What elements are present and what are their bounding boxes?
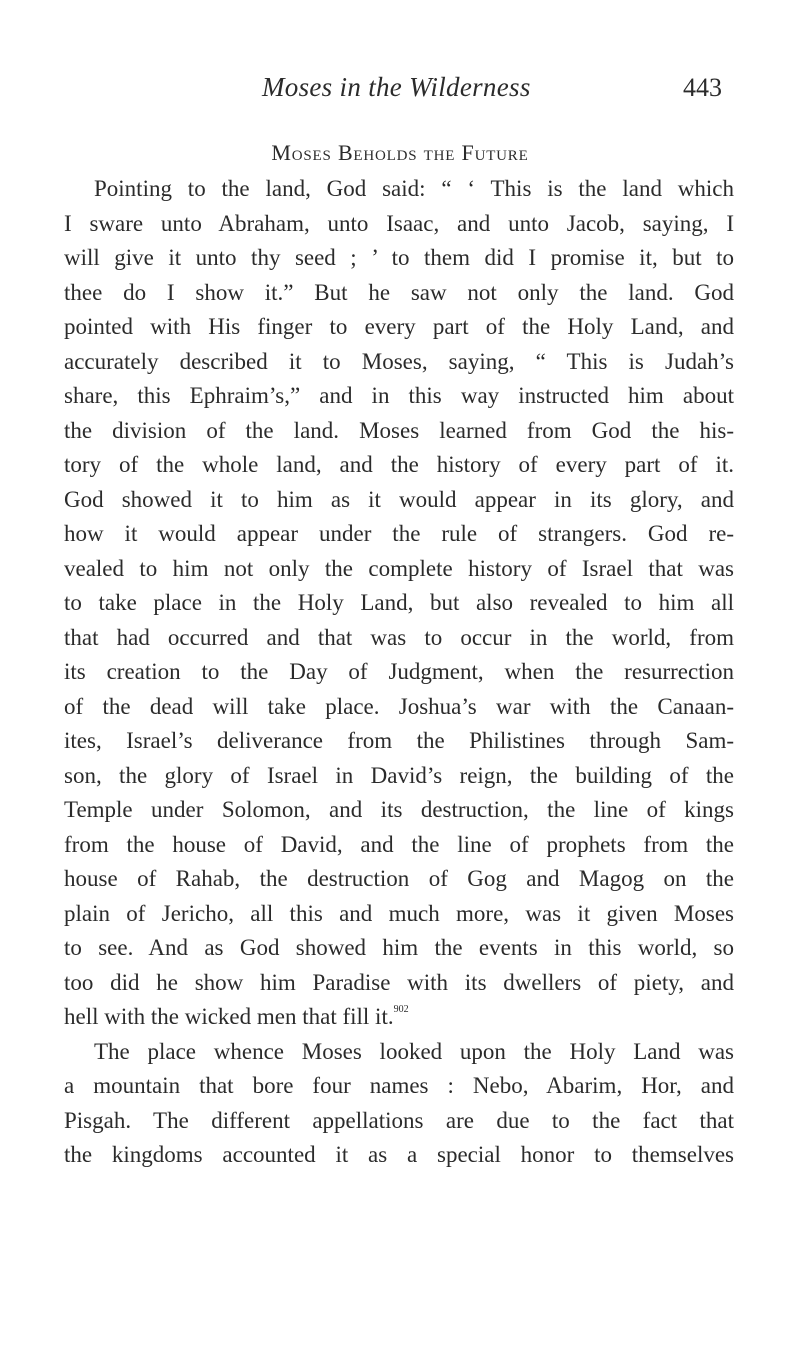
page-number: 443 bbox=[683, 73, 722, 102]
text-line: the division of the land. Moses learned from God the his- bbox=[64, 417, 734, 443]
text-line: accurately described it to Moses, saying, “ This is Judah’s bbox=[64, 348, 734, 374]
text-line: the kingdoms accounted it as a special honor to themselves bbox=[64, 1142, 734, 1167]
text-line: from the house of David, and the line of prophets from the bbox=[64, 831, 734, 857]
text-line: Pisgah. The different appellations are due to the fact that bbox=[64, 1107, 734, 1133]
text-line: ites, Israel’s deliverance from the Philistines through Sam- bbox=[64, 728, 734, 753]
text-line: vealed to him not only the complete history of Israel that was bbox=[64, 555, 734, 581]
text-line: will give it unto thy seed ; ’ to them did I promise it, but to bbox=[64, 245, 734, 270]
text-line: too did he show him Paradise with its dwellers of piety, and bbox=[64, 969, 734, 995]
body-text bbox=[64, 172, 734, 1173]
text-line-content: hell with the wicked men that fill it. bbox=[64, 1004, 394, 1029]
text-line: to see. And as God showed him the events in this world, so bbox=[64, 935, 734, 960]
text-line: how it would appear under the rule of strangers. God re- bbox=[64, 521, 734, 546]
text-line: house of Rahab, the destruction of Gog and Magog on the bbox=[64, 866, 734, 891]
text-line: plain of Jericho, all this and much more, was it given Moses bbox=[64, 900, 734, 926]
running-title: Moses in the Wilderness bbox=[262, 72, 531, 102]
text-line: to take place in the Holy Land, but also revealed to him all bbox=[64, 590, 734, 615]
text-line: I sware unto Abraham, unto Isaac, and unto Jacob, saying, I bbox=[64, 210, 734, 236]
text-line: that had occurred and that was to occur in the world, from bbox=[64, 624, 734, 650]
text-line: pointed with His finger to every part of the Holy Land, and bbox=[64, 314, 734, 339]
text-line: thee do I show it.” But he saw not only the land. God bbox=[64, 279, 734, 305]
text-line: its creation to the Day of Judgment, when the resurrection bbox=[64, 659, 734, 684]
text-line: The place whence Moses looked upon the Holy Land was bbox=[94, 1038, 734, 1064]
footnote-reference: 902 bbox=[393, 1004, 409, 1015]
section-heading: Moses Beholds the Future bbox=[271, 140, 529, 165]
text-line: God showed it to him as it would appear in its glory, and bbox=[64, 486, 734, 512]
text-line-with-note bbox=[64, 1000, 734, 1035]
text-line: a mountain that bore four names : Nebo, Abarim, Hor, and bbox=[64, 1073, 734, 1098]
text-line: son, the glory of Israel in David’s reign, the building of the bbox=[64, 762, 734, 788]
text-line: Temple under Solomon, and its destruction, the line of kings bbox=[64, 797, 734, 822]
text-line: tory of the whole land, and the history of every part of it. bbox=[64, 452, 734, 477]
text-line: Pointing to the land, God said: “ ‘ This is the land which bbox=[94, 176, 734, 201]
text-line: share, this Ephraim’s,” and in this way instructed him about bbox=[64, 383, 734, 408]
running-head bbox=[0, 72, 800, 112]
text-line: of the dead will take place. Joshua’s war with the Canaan- bbox=[64, 693, 734, 719]
